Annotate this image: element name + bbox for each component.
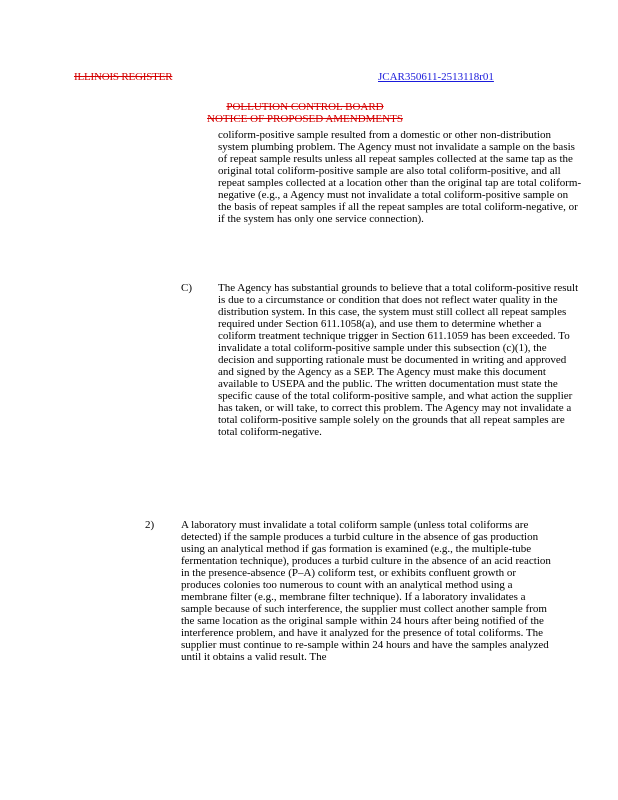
item-c-paragraph: The Agency has substantial grounds to believe that a total coliform-positive result is due to a circumstance or condition that does not reflect water quality in the distribution system. In this case, the system must still collect all repeat samples required under Section 611.1058(a), and use them to determine whether a coliform treatment technique trigger in Section 611.1059 has been exceeded. To invalidate a total coliform-positive sample under this subsection (c)(1), the decision and supporting rationale must be documented in writing and approved and signed by the Agency as a SEP. The Agency must make this document available to USEPA and the public. The written documentation must state the specific cause of the total coliform-positive sample, and what action the supplier has taken, or will take, to correct this problem. The Agency may not invalidate a total coliform-positive sample solely on the grounds that all repeat samples are total coliform-negative. xyxy=(218,282,579,438)
item-2-label: 2) xyxy=(145,519,155,531)
continuation-paragraph: coliform-positive sample resulted from a domestic or other non-distribution system plumbing problem. The Agency must not invalidate a sample on the basis of repeat sample results unless all repeat samples collected at the same tap as the original total coliform-positive sample are also total coliform-positive, and all repeat samples collected at a location other than the original tap are total coliform-negative (e.g., a Agency must not invalidate a total coliform-positive sample on the basis of repeat samples if all the repeat samples are total coliform-negative, or if the system has only one service connection). xyxy=(218,129,582,225)
register-header: ILLINOIS REGISTER xyxy=(74,71,173,83)
notice-title: NOTICE OF PROPOSED AMENDMENTS xyxy=(207,113,403,125)
document-code: JCAR350611-2513118r01 xyxy=(378,71,494,83)
board-title: POLLUTION CONTROL BOARD xyxy=(226,101,384,113)
item-c-label: C) xyxy=(181,282,192,294)
item-2-paragraph: A laboratory must invalidate a total coliform sample (unless total coliforms are detected) if the sample produces a turbid culture in the absence of gas production using an analytical method if gas formation is examined (e.g., the multiple-tube fermentation technique), produces a turbid culture in the absence of an acid reaction in the presence-absence (P–A) coliform test, or exhibits confluent growth or produces colonies too numerous to count with an analytical method using a membrane filter (e.g., membrane filter technique). If a laboratory invalidates a sample because of such interference, the supplier must collect another sample from the same location as the original sample within 24 hours after being notified of the interference problem, and have it analyzed for the presence of total coliforms. The supplier must continue to re-sample within 24 hours and have the samples analyzed until it obtains a valid result. The xyxy=(181,519,551,663)
